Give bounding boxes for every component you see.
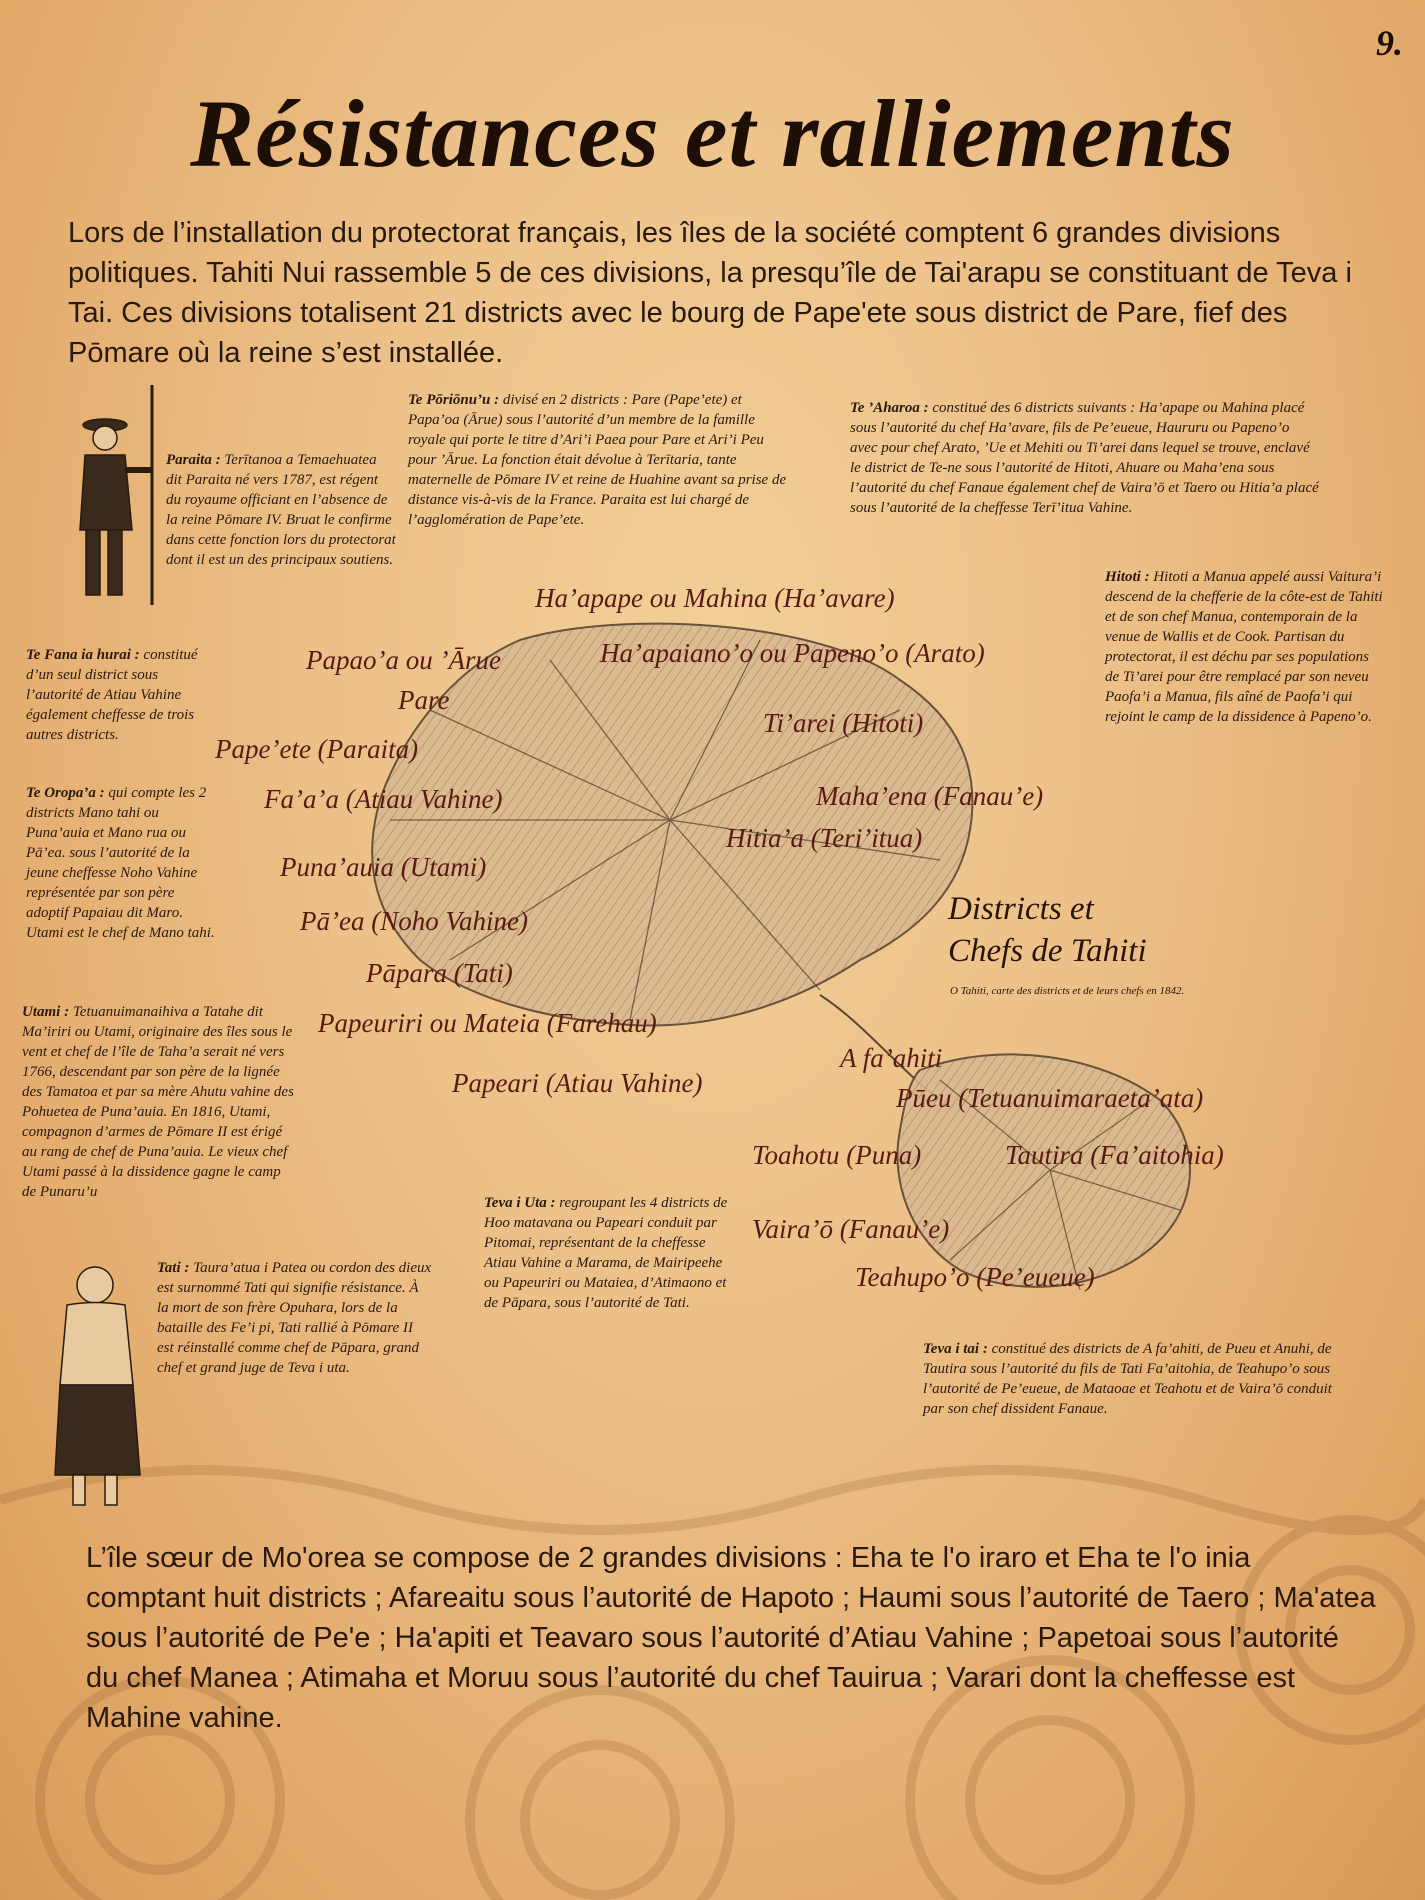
district-label: Hitia’a (Teri’itua): [726, 823, 923, 853]
map-title: [948, 888, 1147, 972]
note-poriinuu-text: divisé en 2 districts : Pare (Pape’ete) et Papa’oa (Ārue) sous l’autorité d’un membre de la famille royale qui porte le titre d’Ari’i Paea pour Pare et Ari’i Peu pour ’Ārue. La fonction était dévolue à Terītaria, tante maternelle de Pōmare IV et reine de Huahine avant sa prise de distance vis-à-vis de la France. Paraita est lui chargé de l’agglomération de Pape’ete.: [408, 392, 787, 528]
note-paraita: [166, 450, 396, 570]
note-teva-i-tai-text: constitué des districts de A fa’ahiti, de Pueu et Anuhi, de Tautira sous l’autorité du fils de Tati Fa’aitohia, de Teahupo’o sous l’autorité de Pe’eueue, de Mataoae et Teahotu et de Vaira’ō conduit par son chef dissident Fanaue.: [923, 1341, 1332, 1417]
district-label: Pape’ete (Paraita): [215, 734, 419, 764]
note-tati-text: Taura’atua i Patea ou cordon des dieux est surnommé Tati qui signifie résistance. À la mort de son frère Opuhara, lors de la bataille des Fe’i pi, Tati rallié à Pōmare II est réinstallé comme chef de Pāpara, grand chef et grand juge de Teva i uta.: [157, 1260, 432, 1376]
intro-paragraph: Lors de l’installation du protectorat français, les îles de la société comptent 6 grandes divisions politiques. Tahiti Nui rassemble 5 de ces divisions, la presqu’île de Tai'arapu se constituant de Teva i Tai. Ces divisions totalisent 21 districts avec le bourg de Pape'ete sous district de Pare, fief des Pōmare où la reine s’est installée.: [68, 217, 1352, 369]
note-paraita-text: Terītanoa a Temaehuatea dit Paraita né vers 1787, est régent du royaume officiant en l’absence de la reine Pōmare IV. Bruat le confirme dans cette fonction lors du protectorat dont il est un des principaux soutiens.: [166, 452, 396, 568]
note-aharoa-label: Te ’Aharoa :: [850, 400, 929, 416]
note-tati-label: Tati :: [157, 1260, 190, 1276]
district-label: Papao’a ou ’Ārue: [306, 645, 501, 675]
note-aharoa-text: constitué des 6 districts suivants : Ha’apape ou Mahina placé sous l’autorité du chef Ha’avare, fils de Pe’eueue, Haururu ou Papeno’o avec pour chef Arato, ’Ue et Mehiti ou Ti’arei dans lequel se trouve, enclavé le district de Te-ne sous l’autorité de Hitoti, Ahuare ou Maha’ena sous l’autorité du chef Fanaue également chef de Vaira’ō et Taero ou Hitia’a placé sous l’autorité de la cheffesse Terī’itua Vahine.: [850, 400, 1319, 516]
note-oropaa: [26, 783, 216, 943]
note-teva-i-uta-label: Teva i Uta :: [484, 1195, 556, 1211]
note-aharoa: [850, 398, 1320, 518]
district-label: Puna’auia (Utami): [280, 852, 487, 882]
district-label: Fa’a’a (Atiau Vahine): [264, 784, 503, 814]
paraita-portrait: [40, 380, 160, 610]
district-label: A fa’ahiti: [840, 1043, 943, 1073]
note-poriinuu-label: Te Pōriōnu’u :: [408, 392, 500, 408]
note-oropaa-label: Te Oropa’a :: [26, 785, 105, 801]
note-fana: [26, 645, 211, 745]
district-label: Ti’arei (Hitoti): [763, 708, 924, 738]
district-label: Ha’apape ou Mahina (Ha’avare): [535, 583, 895, 613]
note-hitoti: [1105, 567, 1385, 727]
note-fana-text: constitué d’un seul district sous l’autorité de Atiau Vahine également cheffesse de trois autres districts.: [26, 647, 198, 743]
note-utami-label: Utami :: [22, 1004, 70, 1020]
map-subtitle: O Tahiti, carte des districts et de leurs chefs en 1842.: [950, 985, 1185, 997]
district-label: Pūeu (Tetuanuimaraeta’ata): [896, 1083, 1204, 1113]
note-utami-text: Tetuanuimanaihiva a Tatahe dit Ma’iriri ou Utami, originaire des îles sous le vent et chef de l’île de Taha’a serait né vers 1766, descendant par son père de la lignée des Tamatoa et par sa mère Ahutu vahine des Pohuetea de Puna’auia. En 1816, Utami, compagnon d’armes de Pōmare II est érigé au rang de chef de Puna’auia. Le vieux chef Utami passé à la dissidence gagne le camp de Punaru’u: [22, 1004, 294, 1200]
note-teva-i-uta: [484, 1193, 734, 1313]
district-label: Papeari (Atiau Vahine): [452, 1068, 703, 1098]
district-label: Ha’apaiano’o ou Papeno’o (Arato): [600, 638, 985, 668]
note-utami: [22, 1002, 297, 1202]
moorea-paragraph: L’île sœur de Mo'orea se compose de 2 grandes divisions : Eha te l'o iraro et Eha te l'o inia comptant huit districts ; Afareaitu sous l’autorité de Hapoto ; Haumi sous l’autorité de Taero ; Ma'atea sous l’autorité de Pe'e ; Ha'apiti et Teavaro sous l’autorité d’Atiau Vahine ; Papetoai sous l’autorité du chef Manea ; Atimaha et Moruu sous l’autorité du chef Tauirua ; Varari dont la cheffesse est Mahine vahine.: [86, 1542, 1376, 1734]
note-paraita-label: Paraita :: [166, 452, 221, 468]
note-fana-label: Te Fana ia hurai :: [26, 647, 140, 663]
district-label: Tautira (Fa’aitohia): [1005, 1140, 1224, 1170]
map-title-line-1: Districts et: [948, 891, 1094, 927]
note-poriinuu: [408, 390, 788, 530]
note-tati: [157, 1258, 432, 1378]
note-teva-i-tai: [923, 1339, 1343, 1419]
district-label: Pare: [398, 685, 450, 715]
district-label: Toahotu (Puna): [752, 1140, 922, 1170]
page-title: Résistances et ralliements: [190, 80, 1235, 187]
note-teva-i-tai-label: Teva i tai :: [923, 1341, 988, 1357]
note-teva-i-uta-text: regroupant les 4 districts de Hoo matavana ou Papeari conduit par Pitomai, représentant de la cheffesse Atiau Vahine a Marama, de Mairipeehe ou Papeuriri ou Mataiea, d’Atimaono et de Pāpara, sous l’autorité de Tati.: [484, 1195, 728, 1311]
tati-portrait: [45, 1255, 155, 1515]
district-label: Vaira’ō (Fanau’e): [752, 1214, 950, 1244]
district-label: Papeuriri ou Mateia (Farehau): [318, 1008, 657, 1038]
district-label: Maha’ena (Fanau’e): [816, 781, 1044, 811]
note-hitoti-text: Hitoti a Manua appelé aussi Vaitura’i descend de la chefferie de la côte-est de Tahiti et de son chef Manua, contemporain de la venue de Wallis et de Cook. Partisan du protectorat, il est déchu par ses populations de Ti’arei pour être remplacé par son neveu Paofa’i a Manua, fils aîné de Paofa’i qui rejoint le camp de la dissidence à Papeno’o.: [1105, 569, 1383, 725]
note-hitoti-label: Hitoti :: [1105, 569, 1150, 585]
note-oropaa-text: qui compte les 2 districts Mano tahi ou Puna’auia et Mano rua ou Pā’ea. sous l’autorité de la jeune cheffesse Noho Vahine représentée par son père adoptif Papaiau dit Maro. Utami est le chef de Mano tahi.: [26, 785, 215, 941]
page-number: 9.: [1376, 23, 1403, 63]
district-label: Pā’ea (Noho Vahine): [300, 906, 528, 936]
map-title-line-2: Chefs de Tahiti: [948, 933, 1147, 969]
district-label: Teahupo’o (Pe’eueue): [855, 1262, 1095, 1292]
district-label: Pāpara (Tati): [366, 958, 513, 988]
